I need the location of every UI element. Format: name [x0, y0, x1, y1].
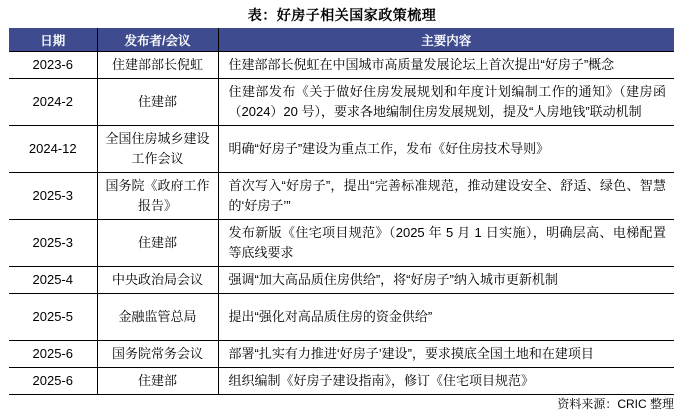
- policy-table: [9, 28, 674, 395]
- publisher-cell: 住建部: [97, 79, 218, 126]
- table-row: [9, 79, 674, 126]
- header-content: 主要内容: [218, 28, 674, 52]
- date-cell: 2025-5: [9, 294, 97, 341]
- date-cell: 2025-4: [9, 267, 97, 294]
- table-row: [9, 220, 674, 267]
- content-cell: 强调“加大高品质住房供给”，将“好房子”纳入城市更新机制: [218, 267, 674, 294]
- header-publisher: 发布者/会议: [97, 28, 218, 52]
- content-cell: 提出“强化对高品质住房的资金供给”: [218, 294, 674, 341]
- date-cell: 2025-3: [9, 220, 97, 267]
- date-cell: 2024-2: [9, 79, 97, 126]
- publisher-cell: 住建部: [97, 220, 218, 267]
- publisher-cell: 国务院《政府工作报告》: [97, 173, 218, 220]
- publisher-cell: 金融监管总局: [97, 294, 218, 341]
- table-row: [9, 173, 674, 220]
- publisher-cell: 中央政治局会议: [97, 267, 218, 294]
- table-body: [9, 52, 674, 395]
- table-row: [9, 294, 674, 341]
- publisher-cell: 住建部: [97, 368, 218, 395]
- page-title: 表：好房子相关国家政策梳理: [247, 7, 437, 23]
- table-row: [9, 368, 674, 395]
- content-cell: 首次写入“好房子”，提出“完善标准规范，推动建设安全、舒适、绿色、智慧的‘好房子’”: [218, 173, 674, 220]
- table-row: [9, 52, 674, 79]
- table-header: [9, 28, 674, 52]
- content-cell: 住建部发布《关于做好住房发展规划和年度计划编制工作的通知》（建房函（2024）20 号），要求各地编制住房发展规划，提及“人房地钱”联动机制: [218, 79, 674, 126]
- header-row: [9, 28, 674, 52]
- date-cell: 2025-3: [9, 173, 97, 220]
- content-cell: 组织编制《好房子建设指南》，修订《住宅项目规范》: [218, 368, 674, 395]
- table-row: [9, 126, 674, 173]
- date-cell: 2025-6: [9, 341, 97, 368]
- publisher-cell: 全国住房城乡建设工作会议: [97, 126, 218, 173]
- date-cell: 2025-6: [9, 368, 97, 395]
- table-row: [9, 267, 674, 294]
- date-cell: 2024-12: [9, 126, 97, 173]
- publisher-cell: 国务院常务会议: [97, 341, 218, 368]
- source-note: 资料来源：CRIC 整理: [557, 397, 674, 411]
- content-cell: 部署“扎实有力推进‘好房子’建设”，要求摸底全国土地和在建项目: [218, 341, 674, 368]
- content-cell: 明确“好房子”建设为重点工作，发布《好住房技术导则》: [218, 126, 674, 173]
- publisher-cell: 住建部部长倪虹: [97, 52, 218, 79]
- table-row: [9, 341, 674, 368]
- content-cell: 住建部部长倪虹在中国城市高质量发展论坛上首次提出“好房子”概念: [218, 52, 674, 79]
- date-cell: 2023-6: [9, 52, 97, 79]
- header-date: 日期: [9, 28, 97, 52]
- content-cell: 发布新版《住宅项目规范》（2025 年 5 月 1 日实施），明确层高、电梯配置等底线要求: [218, 220, 674, 267]
